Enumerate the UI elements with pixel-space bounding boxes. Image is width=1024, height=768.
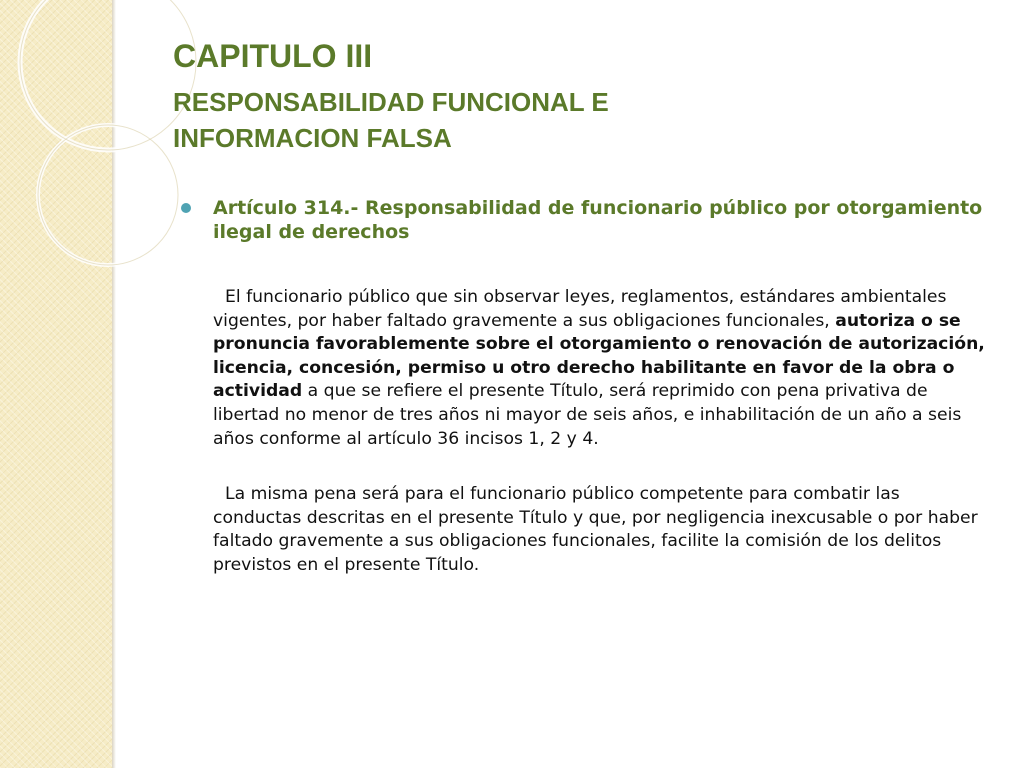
article-paragraph-1 xyxy=(180,286,990,451)
decorative-circle-small xyxy=(38,125,178,265)
paragraph-1-rest: a que se refiere el presente Título, será reprimido con pena privativa de libertad no menor de tres años ni mayor de seis años, e inhabilitación de un año a seis años conforme al artículo 36 incisos 1, 2 y 4. xyxy=(213,381,962,449)
article-bullet xyxy=(180,196,990,244)
slide-content xyxy=(180,196,990,578)
paragraph-1-bold-text: autoriza o se pronuncia favorablemente sobre el otorgamiento o renovación de autorización, licencia, concesión, permiso u otro derecho habilitante en favor de la obra o actividad xyxy=(213,310,985,402)
slide-subtitle: RESPONSABILIDAD FUNCIONAL E INFORMACION FALSA xyxy=(173,87,609,153)
slide-title: CAPITULO III xyxy=(173,38,373,74)
article-heading: Artículo 314.- Responsabilidad de funcionario público por otorgamiento ilegal de derechos xyxy=(213,197,983,243)
bullet-dot-icon xyxy=(181,203,191,213)
paragraph-1-intro: El funcionario público que sin observar leyes, reglamentos, estándares ambientales vigentes, por haber faltado gravemente a sus obligaciones funcionales, xyxy=(213,287,947,331)
decorative-circle-large xyxy=(20,0,196,150)
article-paragraph-2 xyxy=(180,483,990,577)
paragraph-2-text: La misma pena será para el funcionario público competente para combatir las conductas descritas en el presente Título y que, por negligencia inexcusable o por haber faltado gravemente a sus obligaciones funcionales, facilite la comisión de los delitos previstos en el presente Título. xyxy=(213,484,978,575)
